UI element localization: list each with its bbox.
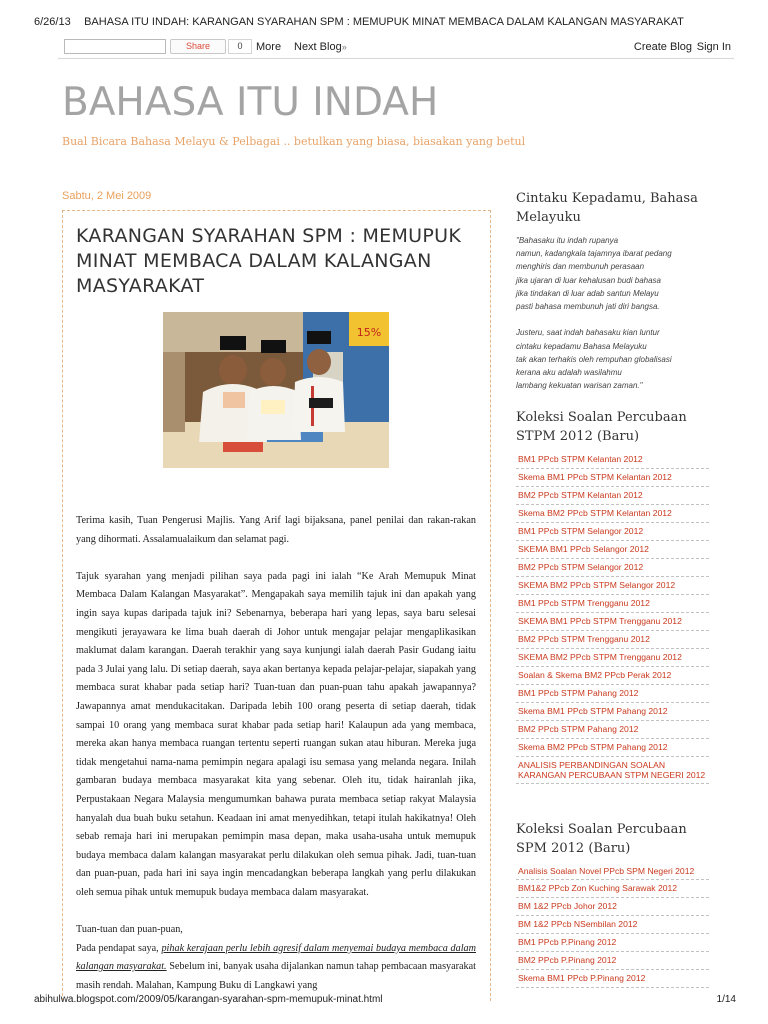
underlined-emphasis: pihak kerajaan perlu lebih agresif dalam menyemai budaya membaca dalam kalangan masyarakat.: [76, 942, 477, 973]
post-title[interactable]: KARANGAN SYARAHAN SPM : MEMUPUK MINAT MEMBACA DALAM KALANGAN MASYARAKAT: [76, 225, 462, 297]
sidebar-link[interactable]: BM2 PPcb STPM Selangor 2012: [516, 559, 709, 577]
sidebar-link[interactable]: Skema BM2 PPcb STPM Kelantan 2012: [516, 505, 709, 523]
sidebar-link[interactable]: BM1 PPcb STPM Pahang 2012: [516, 685, 709, 703]
sidebar-link[interactable]: Skema BM1 PPcb P.Pinang 2012: [516, 970, 709, 988]
sidebar-link[interactable]: BM1 PPcb STPM Trengganu 2012: [516, 595, 709, 613]
poem-line: menghiris dan membunuh perasaan: [516, 262, 645, 272]
share-button[interactable]: Share: [170, 39, 226, 54]
sidebar-link[interactable]: SKEMA BM2 PPcb STPM Trengganu 2012: [516, 649, 709, 667]
sidebar-link[interactable]: BM2 PPcb STPM Pahang 2012: [516, 721, 709, 739]
sidebar-link[interactable]: BM 1&2 PPcb Johor 2012: [516, 898, 709, 916]
sidebar-widget-title: Koleksi Soalan Percubaan STPM 2012 (Baru): [516, 410, 687, 444]
poem-line: jika ujaran di luar kehalusan budi bahasa: [516, 275, 661, 285]
create-blog-link[interactable]: Create Blog: [633, 41, 692, 53]
print-date: 6/26/13: [34, 16, 71, 28]
print-header: [0, 16, 768, 30]
poem-line: Justeru, saat indah bahasaku kian luntur: [516, 328, 660, 338]
sidebar-link[interactable]: Analisis Soalan Novel PPcb SPM Negeri 2012: [516, 863, 709, 880]
sidebar-link[interactable]: BM2 PPcb P.Pinang 2012: [516, 952, 709, 970]
post-paragraph: [76, 940, 476, 996]
poem-line: tak akan terhakis oleh rempuhan globalisasi: [516, 354, 672, 364]
poem-line: lambang kekuatan warisan zaman.": [516, 381, 643, 391]
sign-in-link[interactable]: Sign In: [696, 41, 731, 53]
blog-description: Bual Bicara Bahasa Melayu & Pelbagai .. betulkan yang biasa, biasakan yang betul: [62, 135, 526, 148]
footer-url: abihulwa.blogspot.com/2009/05/karangan-syarahan-spm-memupuk-minat.html: [34, 994, 383, 1005]
poem-line: kerana aku adalah wasilahmu: [516, 368, 622, 378]
blogger-navbar: [58, 36, 734, 59]
sidebar-link[interactable]: BM1 PPcb STPM Selangor 2012: [516, 523, 709, 541]
post-paragraph: Tuan-tuan dan puan-puan,: [76, 924, 183, 936]
sidebar-link[interactable]: SKEMA BM1 PPcb Selangor 2012: [516, 541, 709, 559]
post-paragraph: Terima kasih, Tuan Pengerusi Majlis. Yang Arif lagi bijaksana, panel penilai dan rakan-rakan yang dihormati. Assalamualaikum dan selamat pagi.: [76, 515, 476, 545]
poem-line: cintaku kepadamu Bahasa Melayuku: [516, 341, 647, 351]
poem-line: jika tindakan di luar adab santun Melayu: [516, 288, 659, 298]
blog-title[interactable]: BAHASA ITU INDAH: [62, 80, 439, 125]
more-link[interactable]: More: [256, 41, 282, 53]
stpm-links-list: [516, 451, 709, 784]
navbar-search-input[interactable]: [64, 39, 166, 54]
sidebar-link[interactable]: BM 1&2 PPcb NSembilan 2012: [516, 916, 709, 934]
poem-quote: [516, 234, 716, 406]
sidebar-link[interactable]: BM1&2 PPcb Zon Kuching Sarawak 2012: [516, 880, 709, 898]
next-blog-label: Next Blog: [294, 41, 342, 53]
sidebar-link[interactable]: ANALISIS PERBANDINGAN SOALAN KARANGAN PERCUBAAN STPM NEGERI 2012: [516, 757, 709, 784]
poem-line: "Bahasaku itu indah rupanya: [516, 236, 619, 245]
poem-stanza-1: [516, 234, 716, 313]
paragraph-start: Pada pendapat saya,: [76, 942, 159, 954]
post-paragraph: Tajuk syarahan yang menjadi pilihan saya pada pagi ini ialah “Ke Arah Memupuk Minat Membaca Dalam Kalangan Masyarakat”. Mengapakah saya memilih tajuk ini dan apakah yang ingin saya kupas daripada tajuk ini? Sebenarnya, beberapa hari yang lepas, saya baru selesai mengikuti jerayawara ke lima buah daerah di Johor untuk mengajar pelajar mengaplikasikan maklumat dalam karangan. Daerah terakhir yang saya kunjungi ialah daerah Pasir Gudang iaitu pada 3 Julai yang lalu. Di setiap daerah, saya akan bertanya kepada pelajar-pelajar, siapakah yang membaca surat khabar pada setiap hari? Tuan-tuan dan puan-puan tahu apakah jawapannya? Jawapannya amat mendukacitakan. Daripada lebih 100 orang peserta di setiap daerah, tidak sampai 10 orang yang membaca surat khabar pada setiap hari! Kalaupun ada yang membaca, mereka akan hanya membaca ruangan tertentu seperti ruangan sukan atau hiburan. Mereka juga tidak mengetahui nama-nama pemimpin negara apalagi isu semasa yang melanda negara. Inilah gambaran budaya membaca masyarakat kita yang sebenar. Oleh itu, tidak hairanlah jika, Perpustakaan Negara Malaysia mengumumkan bahawa purata membaca setiap rakyat Malaysia hanyalah dua buah buku setahun. Keadaan ini amat menyedihkan, tetapi itulah hakikatnya! Oleh sebab remaja hari ini merupakan pemimpin masa depan, maka usaha-usaha untuk memupuk budaya membaca dalam kalangan masyarakat perlu dilakukan oleh semua pihak. Jadi, tuan-tuan dan puan-puan, pada hari ini saya ingin mencadangkan beberapa langkah yang perlu dilakukan oleh semua pihak untuk memupuk budaya membaca dalam masyarakat.: [76, 570, 476, 898]
next-blog-arrow-icon: »: [341, 42, 347, 52]
sidebar-link[interactable]: Skema BM2 PPcb STPM Pahang 2012: [516, 739, 709, 757]
sidebar-link[interactable]: Soalan & Skema BM2 PPcb Perak 2012: [516, 667, 709, 685]
photo-sign-text: 15%: [356, 326, 382, 339]
poem-stanza-2: [516, 326, 716, 392]
print-page-title: BAHASA ITU INDAH: KARANGAN SYARAHAN SPM : MEMUPUK MINAT MEMBACA DALAM KALANGAN MASYARAKAT: [84, 16, 684, 28]
sidebar-link[interactable]: BM1 PPcb STPM Kelantan 2012: [516, 451, 709, 469]
post-body: [76, 512, 476, 995]
footer-page-number: 1/14: [716, 994, 736, 1005]
students-reading-photo: [163, 312, 389, 468]
sidebar-link[interactable]: BM1 PPcb P.Pinang 2012: [516, 934, 709, 952]
sidebar-widget-title: Koleksi Soalan Percubaan SPM 2012 (Baru): [516, 822, 687, 856]
sidebar-link[interactable]: BM2 PPcb STPM Kelantan 2012: [516, 487, 709, 505]
post-date: Sabtu, 2 Mei 2009: [62, 190, 152, 202]
share-count: 0: [228, 39, 252, 54]
poem-line: namun, kadangkala tajamnya ibarat pedang: [516, 249, 672, 259]
sidebar-link[interactable]: SKEMA BM1 PPcb STPM Trengganu 2012: [516, 613, 709, 631]
next-blog-link[interactable]: [294, 41, 347, 53]
spm-links-list: [516, 863, 709, 988]
post-photo[interactable]: [163, 312, 389, 468]
sidebar-link[interactable]: BM2 PPcb STPM Trengganu 2012: [516, 631, 709, 649]
sidebar-widget-title: Cintaku Kepadamu, Bahasa Melayuku: [516, 191, 698, 225]
sidebar-link[interactable]: Skema BM1 PPcb STPM Pahang 2012: [516, 703, 709, 721]
sidebar-link[interactable]: Skema BM1 PPcb STPM Kelantan 2012: [516, 469, 709, 487]
paragraph-rest: Sebelum ini, banyak usaha dijalankan namun tahap pembacaan masyarakat masih rendah. Malahan, Kampung Buku di Langkawi yang: [76, 961, 477, 991]
sidebar-link[interactable]: SKEMA BM2 PPcb STPM Selangor 2012: [516, 577, 709, 595]
poem-line: pasti bahasa membunuh jati diri bangsa.: [516, 302, 660, 312]
